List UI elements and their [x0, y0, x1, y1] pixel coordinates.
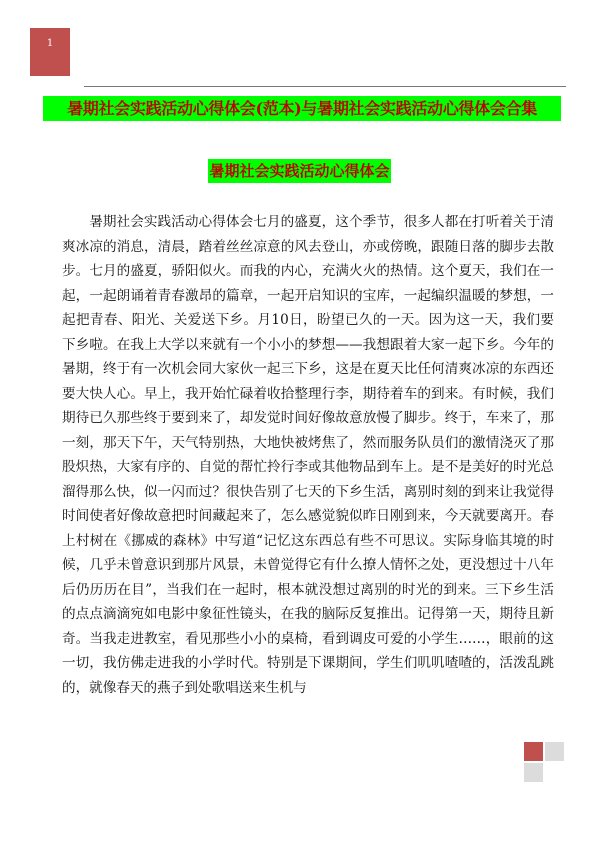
corner-square-gray [545, 742, 564, 761]
corner-square-red [524, 742, 543, 761]
corner-square-gray [524, 763, 543, 782]
body-paragraph: 暑期社会实践活动心得体会七月的盛夏，这个季节，很多人都在打听着关于清爽冰凉的消息，清晨，踏着丝丝凉意的风去登山，亦或傍晚，跟随日落的脚步去散步。七月的盛夏，骄阳似火。而我的内心，充满火火的热情。这个夏天，我们在一起，一起朗诵着青春激昂的篇章，一起开启知识的宝库，一起编织温暖的梦想，一起把青春、阳光、关爱送下乡。月10日，盼望已久的一天。因为这一天，我们要下乡啦。在我上大学以来就有一个小小的梦想——我想跟着大家一起下乡。今年的暑期，终于有一次机会同大家伙一起三下乡，这是在夏天比任何清爽冰凉的东西还要大快人心。早上，我开始忙碌着收拾整理行李，期待着车的到来。有时候，我们期待已久那些终于要到来了，却发觉时间好像故意放慢了脚步。终于，车来了，那一刻，那天下午，天气特别热，大地快被烤焦了，然而服务队员们的激情浇灭了那股炽热，大家有序的、自觉的帮忙拎行李或其他物品到车上。是不是美好的时光总溜得那么快，似一闪而过？很快告别了七天的下乡生活，离别时刻的到来让我觉得时间使者好像故意把时间藏起来了，怎么感觉貌似昨日刚到来，今天就要离开。春上村树在《挪威的森林》中写道“记忆这东西总有些不可思议。实际身临其境的时候，几乎未曾意识到那片风景，未曾觉得它有什么撩人情怀之处，更没想过十八年后仍历历在目”，当我们在一起时，根本就没想过离别的时光的到来。三下乡生活的点点滴滴宛如电影中象征性镜头，在我的脑际反复推出。记得第一天，期待且新奇。当我走进教室，看见那些小小的桌椅，看到调皮可爱的小学生……，眼前的这一切，我仿佛走进我的小学时代。特别是下课期间，学生们叽叽喳喳的，活泼乱跳的，就像春天的燕子到处歌唱送来生机与 [62, 214, 554, 696]
header-divider [84, 86, 566, 87]
section-title: 暑期社会实践活动心得体会 [208, 159, 391, 183]
document-title: 暑期社会实践活动心得体会(范本)与暑期社会实践活动心得体会合集 [43, 96, 561, 121]
corner-decoration [524, 742, 564, 782]
body-text [62, 210, 554, 700]
page-number: 1 [46, 38, 54, 49]
page-number-badge [30, 28, 70, 76]
